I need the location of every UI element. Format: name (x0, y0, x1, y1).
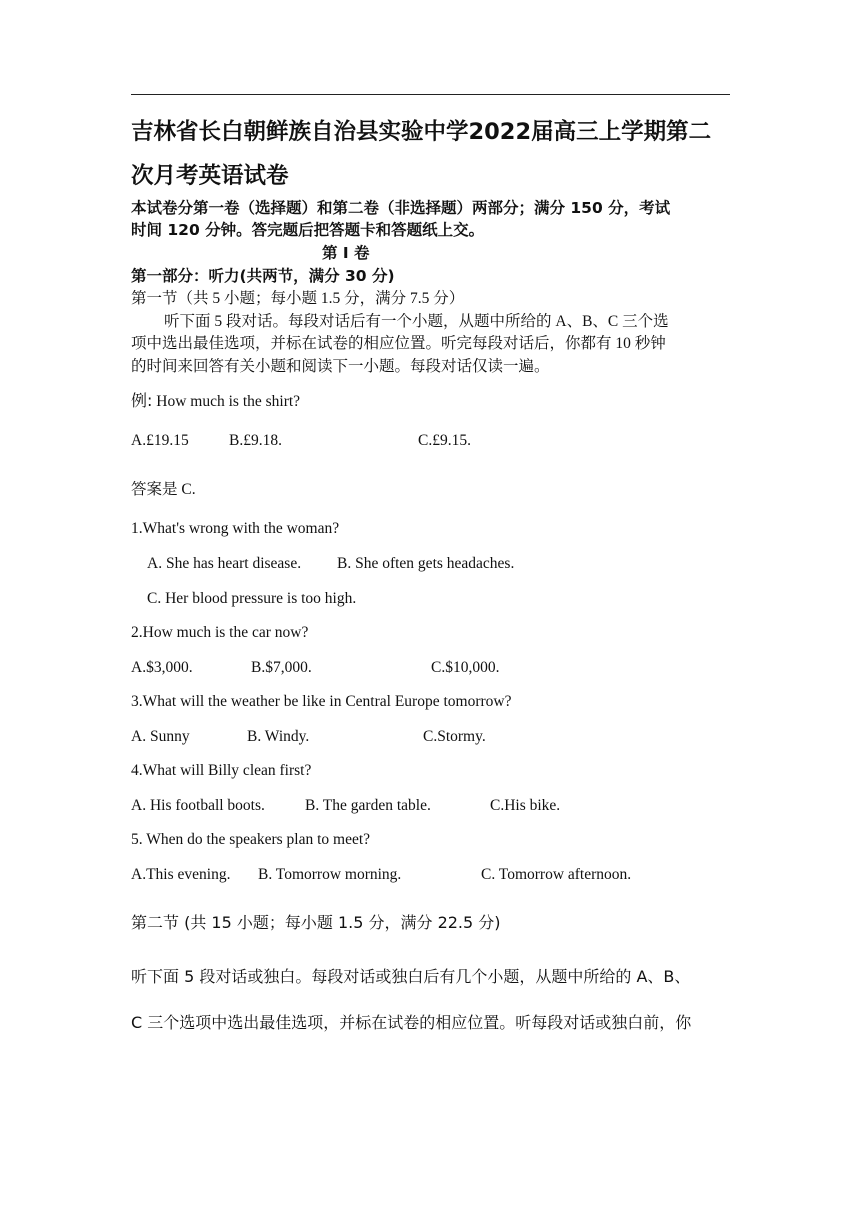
question-3-option-a: A. Sunny (131, 728, 190, 745)
example-option-b: B.£9.18. (229, 432, 282, 449)
section2-heading: 第二节 (共 15 小题；每小题 1.5 分，满分 22.5 分) (131, 913, 501, 932)
question-3-stem: 3.What will the weather be like in Central Europe tomorrow? (131, 693, 512, 710)
section2-instructions-line-2: C 三个选项中选出最佳选项，并标在试卷的相应位置。听每段对话或独白前，你 (131, 1013, 692, 1032)
example-option-a: A.£19.15 (131, 432, 189, 449)
question-1-stem: 1.What's wrong with the woman? (131, 520, 340, 537)
question-4-stem: 4.What will Billy clean first? (131, 762, 312, 779)
example-answer: 答案是 C. (131, 481, 196, 498)
question-5-option-c: C. Tomorrow afternoon. (481, 866, 632, 883)
question-3-option-b: B. Windy. (247, 728, 310, 745)
intro-line-1: 本试卷分第一卷（选择题）和第二卷（非选择题）两部分；满分 150 分，考试 (131, 199, 671, 217)
question-1-option-b: B. She often gets headaches. (337, 555, 515, 572)
question-1-option-a: A. She has heart disease. (147, 555, 302, 572)
example-question-text: How much is the shirt? (152, 393, 301, 410)
question-5-option-a: A.This evening. (131, 866, 231, 883)
section2-instructions-line-1: 听下面 5 段对话或独白。每段对话或独白后有几个小题，从题中所给的 A、B、 (131, 967, 691, 986)
instructions-line-1: 听下面 5 段对话。每段对话后有一个小题，从题中所给的 A、B、C 三个选 (164, 313, 669, 330)
part1-heading: 第一部分：听力(共两节，满分 30 分) (131, 267, 395, 285)
instructions-line-2: 项中选出最佳选项，并标在试卷的相应位置。听完每段对话后，你都有 10 秒钟 (131, 335, 666, 352)
question-1-option-c: C. Her blood pressure is too high. (147, 590, 357, 607)
document-title-line-2: 次月考英语试卷 (131, 163, 289, 189)
question-4-option-c: C.His bike. (490, 797, 561, 814)
example-question (131, 388, 300, 411)
example-prefix: 例: (131, 391, 153, 410)
question-5-option-b: B. Tomorrow morning. (258, 866, 402, 883)
intro-line-2: 时间 120 分钟。答完题后把答题卡和答题纸上交。 (131, 221, 485, 239)
question-4-option-a: A. His football boots. (131, 797, 265, 814)
question-4-option-b: B. The garden table. (305, 797, 431, 814)
section1-heading: 第一节（共 5 小题；每小题 1.5 分，满分 7.5 分） (131, 290, 465, 307)
question-5-stem: 5. When do the speakers plan to meet? (131, 831, 371, 848)
document-title-line-1: 吉林省长白朝鲜族自治县实验中学2022届高三上学期第二 (131, 119, 712, 145)
example-option-c: C.£9.15. (418, 432, 471, 449)
question-2-option-b: B.$7,000. (251, 659, 312, 676)
header-rule (131, 94, 730, 95)
question-2-option-a: A.$3,000. (131, 659, 193, 676)
question-2-option-c: C.$10,000. (431, 659, 500, 676)
volume-heading: 第 I 卷 (322, 244, 370, 262)
instructions-line-3: 的时间来回答有关小题和阅读下一小题。每段对话仅读一遍。 (131, 358, 550, 375)
question-3-option-c: C.Stormy. (423, 728, 486, 745)
question-2-stem: 2.How much is the car now? (131, 624, 309, 641)
